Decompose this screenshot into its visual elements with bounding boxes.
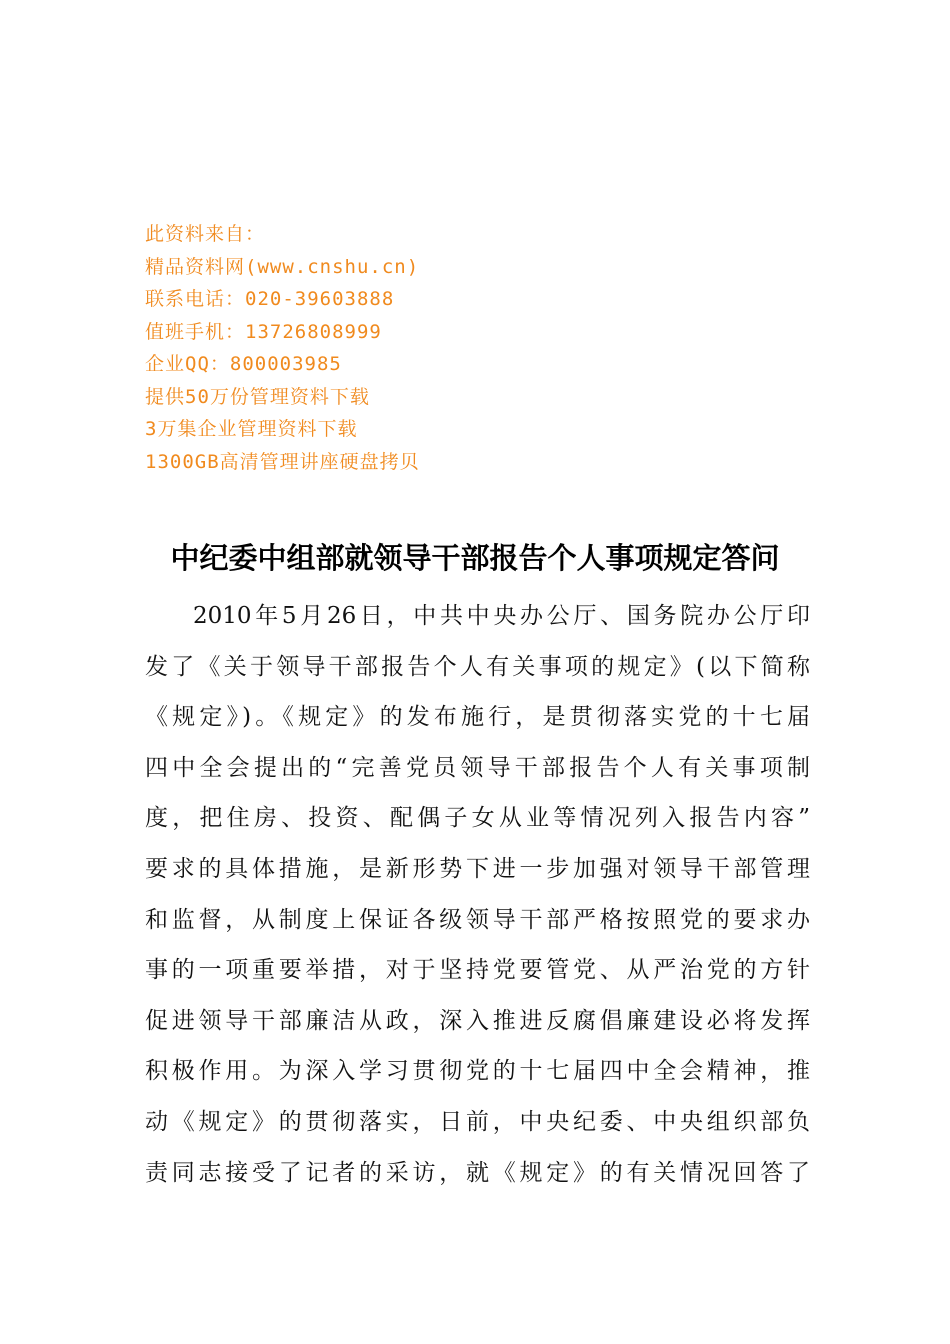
source-line-qq: 企业QQ：800003985 <box>145 353 342 375</box>
paragraph-line: 和监督，从制度上保证各级领导干部严格按照党的要求办 <box>145 906 810 933</box>
source-line-origin: 此资料来自： <box>145 223 266 245</box>
paragraph-line: 四中全会提出的“完善党员领导干部报告个人有关事项制 <box>145 754 810 781</box>
paragraph-line: 发了《关于领导干部报告个人有关事项的规定》(以下简称 <box>145 653 810 680</box>
paragraph-line: 积极作用。为深入学习贯彻党的十七届四中全会精神，推 <box>145 1058 810 1085</box>
paragraph-line: 要求的具体措施，是新形势下进一步加强对领导干部管理 <box>145 855 810 882</box>
source-line-offer-2: 3万集企业管理资料下载 <box>145 418 358 440</box>
source-line-phone: 联系电话：020-39603888 <box>145 288 395 310</box>
paragraph-line: 动《规定》的贯彻落实，日前，中央纪委、中央组织部负 <box>145 1108 810 1135</box>
paragraph-line: 促进领导干部廉洁从政，深入推进反腐倡廉建设必将发挥 <box>145 1007 810 1034</box>
source-line-mobile: 值班手机：13726808999 <box>145 320 382 343</box>
paragraph-line: 2010年5月26日，中共中央办公厅、国务院办公厅印 <box>193 603 810 629</box>
paragraph-line: 《规定》)。《规定》的发布施行，是贯彻落实党的十七届 <box>145 704 810 731</box>
source-info-block <box>145 218 565 478</box>
document-title: 中纪委中组部就领导干部报告个人事项规定答问 <box>170 541 780 575</box>
paragraph-line: 度，把住房、投资、配偶子女从业等情况列入报告内容” <box>145 805 810 832</box>
paragraph-line: 事的一项重要举措，对于坚持党要管党、从严治党的方针 <box>145 957 810 984</box>
source-line-website: 精品资料网(www.cnshu.cn) <box>145 255 420 278</box>
source-line-offer-3: 1300GB高清管理讲座硬盘拷贝 <box>145 450 420 473</box>
paragraph-line: 责同志接受了记者的采访，就《规定》的有关情况回答了 <box>145 1159 810 1186</box>
document-body-paragraph <box>145 591 810 1198</box>
source-line-offer-1: 提供50万份管理资料下载 <box>145 385 370 408</box>
